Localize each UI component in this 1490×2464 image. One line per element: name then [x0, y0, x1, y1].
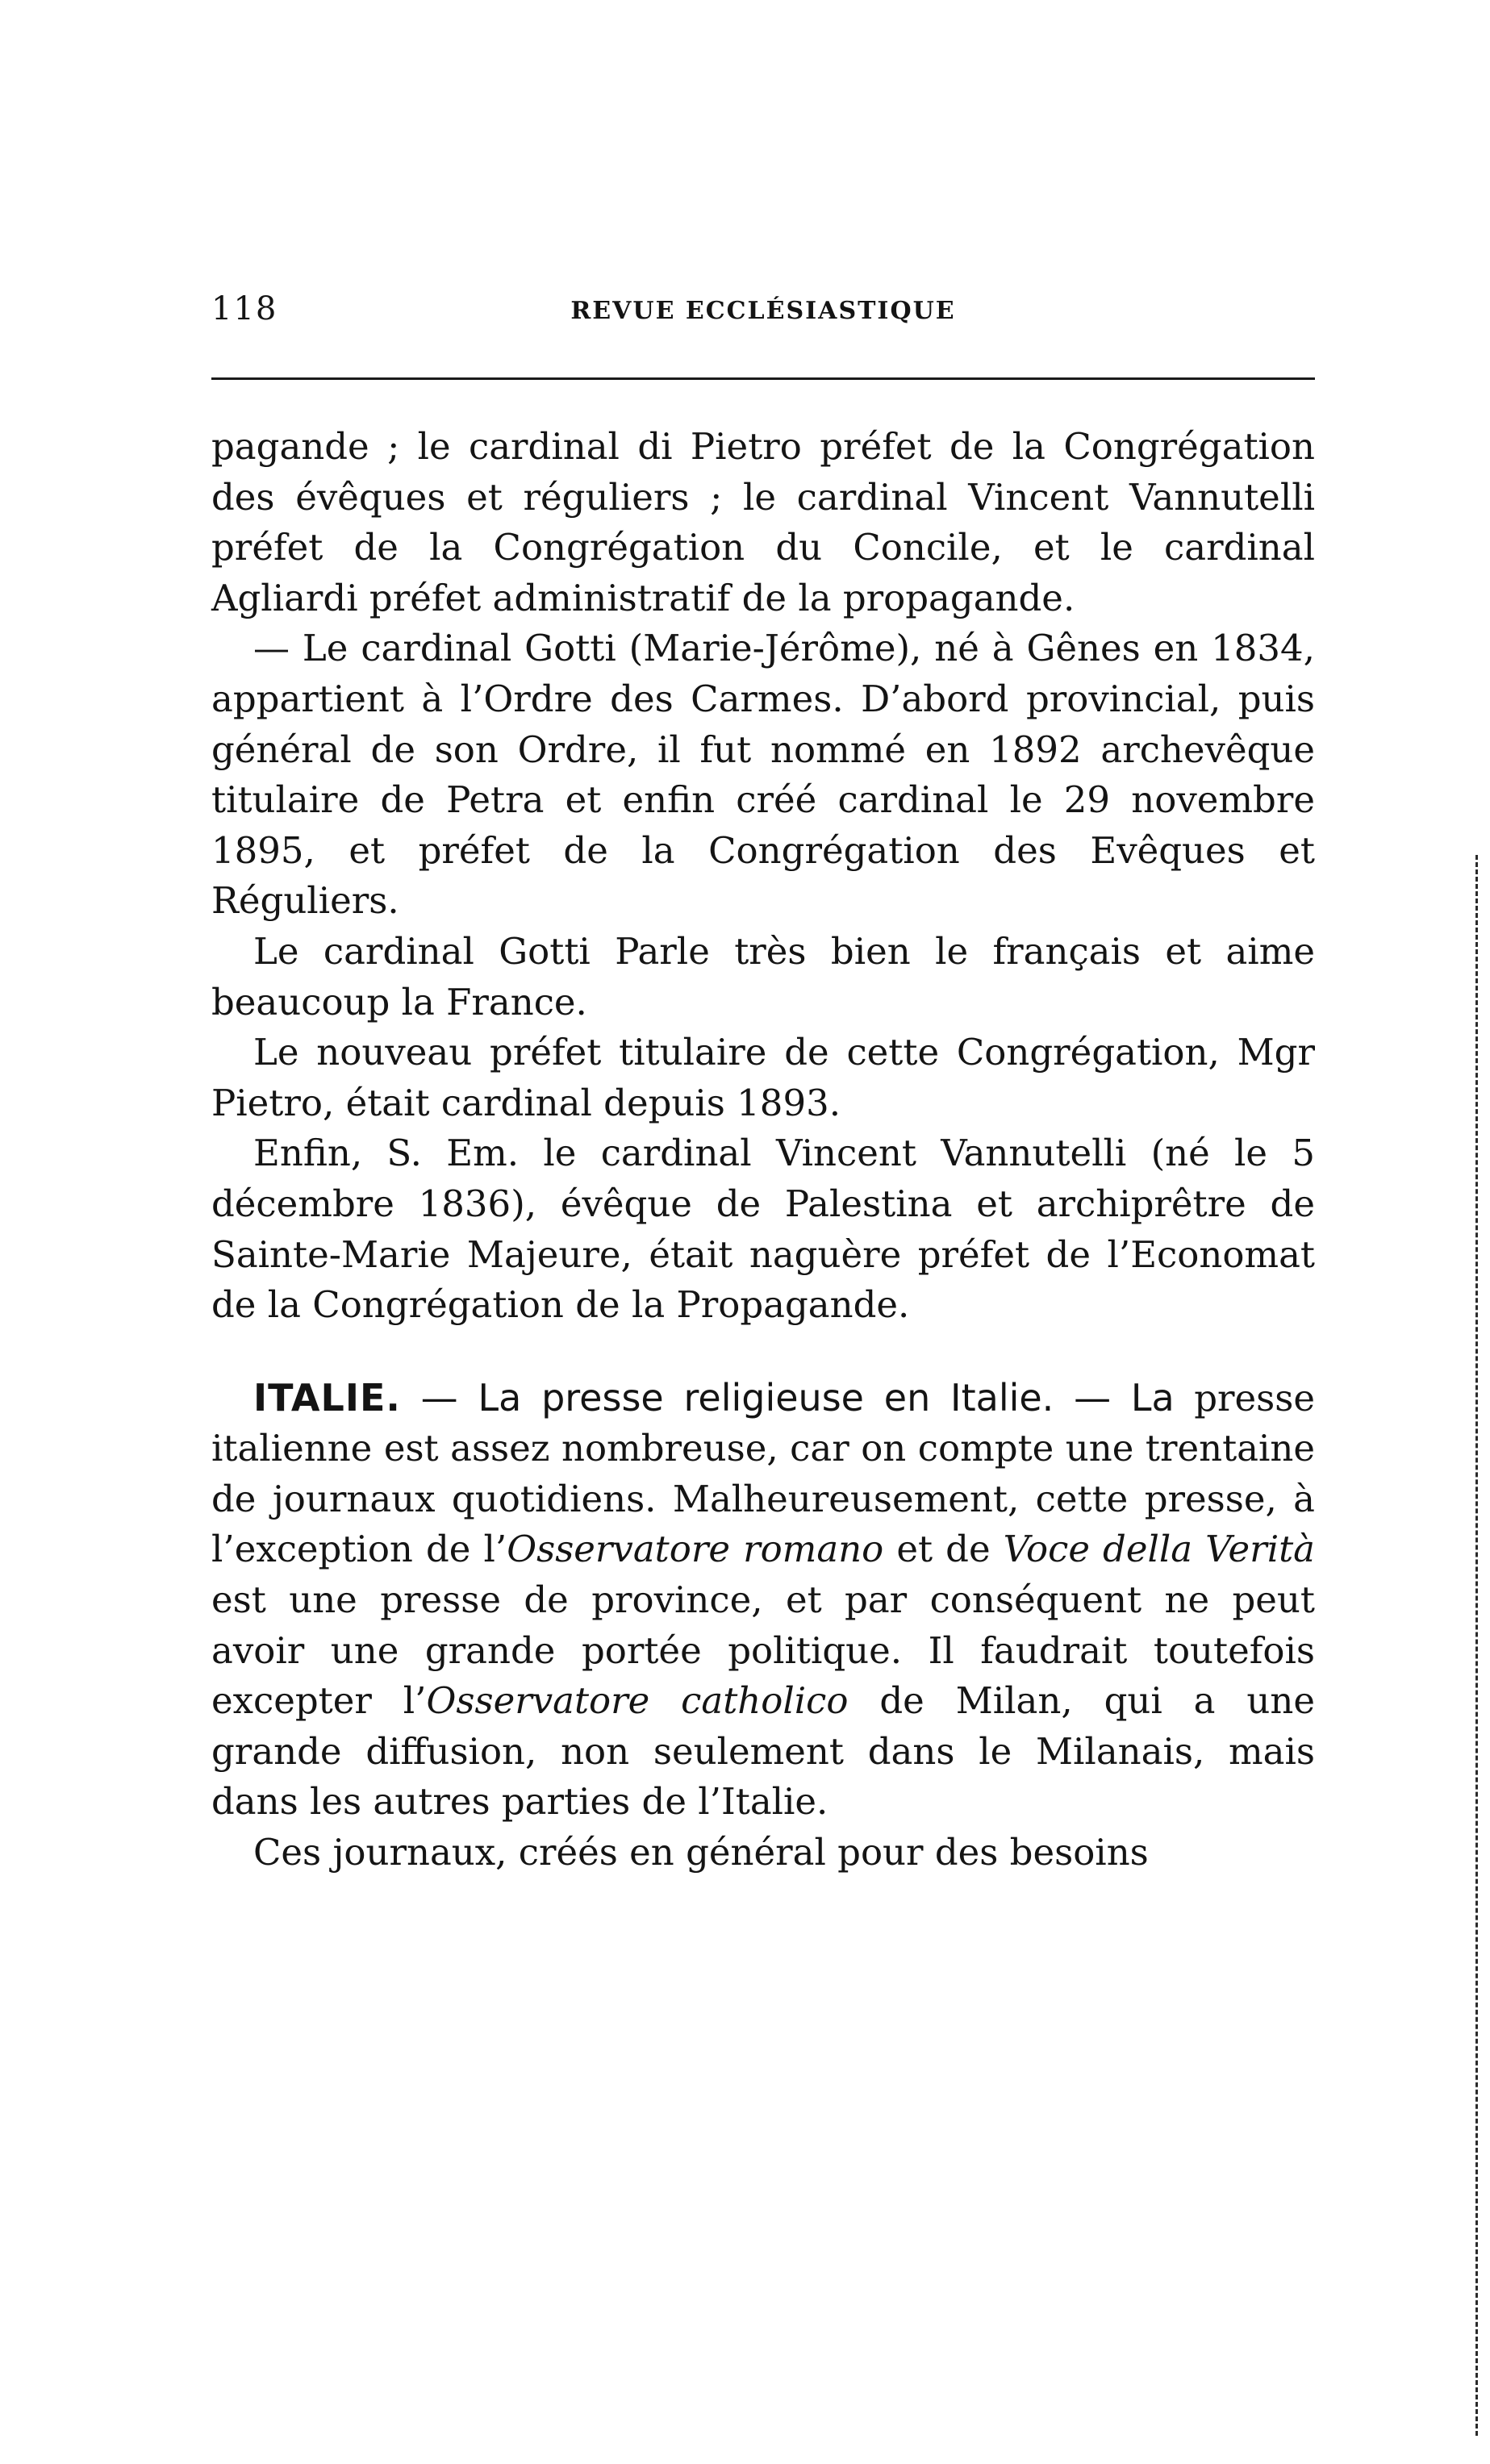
- newspaper-osservatore-catholico: Osservatore catholico: [426, 1679, 849, 1723]
- section-text-a: presse italienne est assez nombreuse, car on compte une trentaine de journaux quotidiens. Malheureusement, cette presse, à l’exception de l’: [211, 1376, 1315, 1571]
- section-italie: [211, 1373, 1315, 1828]
- body-text: [211, 422, 1315, 1878]
- running-title: REVUE ECCLÉSIASTIQUE: [570, 297, 956, 325]
- section-heading: [253, 1376, 1175, 1420]
- section-country: ITALIE.: [253, 1375, 401, 1420]
- page-number: 118: [211, 290, 278, 327]
- document-page: [211, 290, 1315, 1878]
- section-intro: La: [1130, 1375, 1175, 1420]
- paragraph-vannutelli: Enfin, S. Em. le cardinal Vincent Vannutelli (né le 5 décembre 1836), évêque de Palestina et archiprêtre de Sainte-Marie Majeure, était naguère préfet de l’Economat de la Congrégation de la Propagande.: [211, 1132, 1315, 1327]
- section-dash-2: —: [1054, 1375, 1131, 1420]
- section-dash-1: —: [400, 1375, 478, 1420]
- binding-edge-line: [1475, 855, 1478, 2436]
- paragraph-new-prefect: Le nouveau préfet titulaire de cette Congrégation, Mgr Pietro, était cardinal depuis 1893.: [211, 1031, 1315, 1124]
- paragraph-journaux: Ces journaux, créés en général pour des besoins: [253, 1831, 1149, 1874]
- paragraph-continuation: pagande ; le cardinal di Pietro préfet de la Congrégation des évêques et réguliers ; le cardinal Vincent Vannutelli préfet de la Congrégation du Concile, et le cardinal Agliardi préfet administratif de la propagande.: [211, 425, 1315, 619]
- paragraph-gotti-france: Le cardinal Gotti Parle très bien le français et aime beaucoup la France.: [211, 929, 1315, 1024]
- section-text-c: est une presse de province, et par conséquent ne peut avoir une grande portée politique. Il faudrait toutefois excepter l’: [211, 1578, 1315, 1723]
- newspaper-osservatore-romano: Osservatore romano: [507, 1528, 884, 1571]
- paragraph-gotti: — Le cardinal Gotti (Marie-Jérôme), né à Gênes en 1834, appartient à l’Ordre des Carmes. D’abord provincial, puis général de son Ordre, il fut nommé en 1892 archevêque titulaire de Petra et enfin créé cardinal le 29 novembre 1895, et préfet de la Congrégation des Evêques et Réguliers.: [211, 627, 1315, 923]
- section-text-d: de Milan, qui a une grande diffusion, non seulement dans le Milanais, mais dans les autres parties de l’Italie.: [211, 1679, 1315, 1824]
- section-title: La presse religieuse en Italie.: [478, 1375, 1054, 1420]
- newspaper-voce-della-verita: Voce della Verità: [1003, 1528, 1315, 1571]
- section-text-b: et de: [883, 1528, 1004, 1571]
- header-rule: [211, 377, 1315, 380]
- page-header: [211, 290, 1315, 332]
